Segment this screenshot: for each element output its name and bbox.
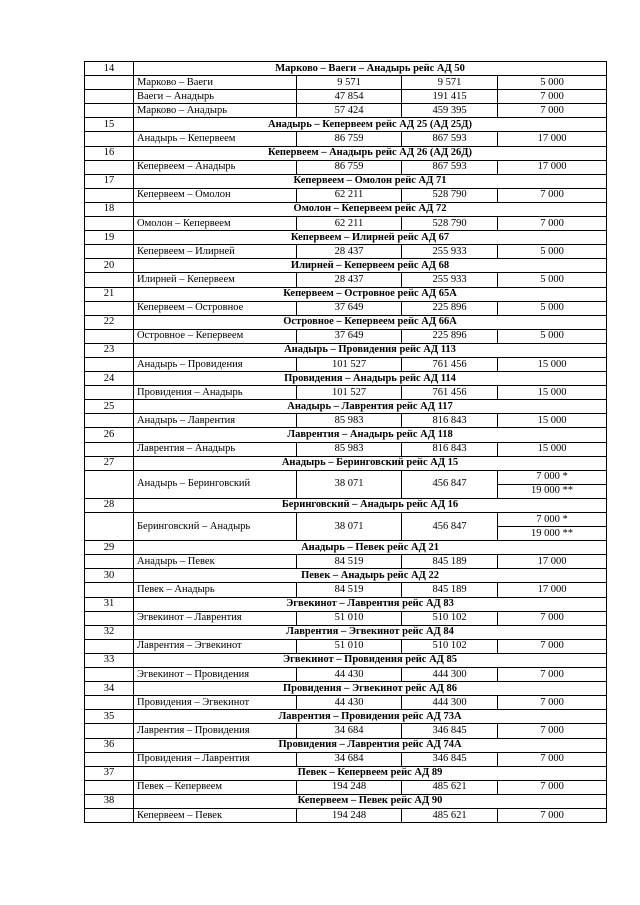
leg-name: Кепервеем – Илирней bbox=[134, 245, 297, 259]
leg-value-a: 101 527 bbox=[297, 386, 402, 400]
route-title: Кепервеем – Островное рейс АД 65А bbox=[134, 287, 607, 301]
leg-name: Анадырь – Кепервеем bbox=[134, 132, 297, 146]
leg-fare: 7 000 bbox=[498, 752, 607, 766]
leg-value-a: 38 071 bbox=[297, 470, 402, 498]
route-header-row bbox=[85, 62, 607, 76]
route-title: Лаврентия – Анадырь рейс АД 118 bbox=[134, 428, 607, 442]
leg-value-b: 444 300 bbox=[402, 696, 498, 710]
route-number: 17 bbox=[85, 174, 134, 188]
leg-number-cell bbox=[85, 752, 134, 766]
leg-number-cell bbox=[85, 513, 134, 541]
leg-value-b: 761 456 bbox=[402, 386, 498, 400]
leg-number-cell bbox=[85, 780, 134, 794]
leg-fare: 17 000 bbox=[498, 132, 607, 146]
leg-fare: 7 000 bbox=[498, 724, 607, 738]
route-title: Анадырь – Провидения рейс АД 113 bbox=[134, 343, 607, 357]
leg-value-a: 51 010 bbox=[297, 639, 402, 653]
leg-number-cell bbox=[85, 90, 134, 104]
leg-name: Провидения – Эгвекинот bbox=[134, 696, 297, 710]
leg-name: Певек – Анадырь bbox=[134, 583, 297, 597]
route-header-row bbox=[85, 202, 607, 216]
route-header-row bbox=[85, 372, 607, 386]
leg-fare: 5 000 bbox=[498, 245, 607, 259]
route-title: Анадырь – Певек рейс АД 21 bbox=[134, 541, 607, 555]
leg-fare: 7 000 bbox=[498, 780, 607, 794]
route-number: 33 bbox=[85, 653, 134, 667]
leg-name: Анадырь – Певек bbox=[134, 555, 297, 569]
leg-number-cell bbox=[85, 583, 134, 597]
leg-number-cell bbox=[85, 724, 134, 738]
leg-name: Марково – Ваеги bbox=[134, 76, 297, 90]
leg-number-cell bbox=[85, 555, 134, 569]
leg-value-b: 816 843 bbox=[402, 414, 498, 428]
leg-row bbox=[85, 245, 607, 259]
leg-fare: 17 000 bbox=[498, 555, 607, 569]
route-number: 18 bbox=[85, 202, 134, 216]
leg-number-cell bbox=[85, 301, 134, 315]
leg-fare: 17 000 bbox=[498, 160, 607, 174]
leg-value-b: 816 843 bbox=[402, 442, 498, 456]
route-header-row bbox=[85, 231, 607, 245]
leg-row bbox=[85, 273, 607, 287]
leg-name: Ваеги – Анадырь bbox=[134, 90, 297, 104]
leg-row bbox=[85, 513, 607, 527]
route-number: 32 bbox=[85, 625, 134, 639]
route-number: 15 bbox=[85, 118, 134, 132]
leg-name: Эгвекинот – Лаврентия bbox=[134, 611, 297, 625]
route-number: 23 bbox=[85, 343, 134, 357]
route-title: Лаврентия – Провидения рейс АД 73А bbox=[134, 710, 607, 724]
leg-fare: 7 000 * bbox=[498, 470, 607, 484]
leg-row bbox=[85, 668, 607, 682]
leg-number-cell bbox=[85, 442, 134, 456]
leg-row bbox=[85, 76, 607, 90]
route-header-row bbox=[85, 174, 607, 188]
leg-name: Омолон – Кепервеем bbox=[134, 217, 297, 231]
leg-value-a: 194 248 bbox=[297, 780, 402, 794]
leg-value-a: 62 211 bbox=[297, 217, 402, 231]
leg-value-a: 62 211 bbox=[297, 188, 402, 202]
route-number: 20 bbox=[85, 259, 134, 273]
leg-row bbox=[85, 90, 607, 104]
leg-value-b: 510 102 bbox=[402, 639, 498, 653]
route-header-row bbox=[85, 343, 607, 357]
leg-value-a: 9 571 bbox=[297, 76, 402, 90]
route-title: Певек – Анадырь рейс АД 22 bbox=[134, 569, 607, 583]
leg-name: Кепервеем – Островное bbox=[134, 301, 297, 315]
leg-value-b: 255 933 bbox=[402, 245, 498, 259]
leg-value-a: 47 854 bbox=[297, 90, 402, 104]
leg-name: Кепервеем – Певек bbox=[134, 808, 297, 822]
route-header-row bbox=[85, 400, 607, 414]
leg-number-cell bbox=[85, 188, 134, 202]
leg-fare: 5 000 bbox=[498, 301, 607, 315]
leg-number-cell bbox=[85, 808, 134, 822]
leg-number-cell bbox=[85, 386, 134, 400]
leg-fare: 7 000 bbox=[498, 668, 607, 682]
route-header-row bbox=[85, 287, 607, 301]
leg-value-b: 9 571 bbox=[402, 76, 498, 90]
leg-row bbox=[85, 442, 607, 456]
leg-value-b: 255 933 bbox=[402, 273, 498, 287]
leg-value-a: 37 649 bbox=[297, 301, 402, 315]
leg-number-cell bbox=[85, 329, 134, 343]
route-header-row bbox=[85, 315, 607, 329]
leg-number-cell bbox=[85, 76, 134, 90]
route-number: 29 bbox=[85, 541, 134, 555]
route-title: Марково – Ваеги – Анадырь рейс АД 50 bbox=[134, 62, 607, 76]
leg-value-b: 485 621 bbox=[402, 780, 498, 794]
route-title: Кепервеем – Илирней рейс АД 67 bbox=[134, 231, 607, 245]
route-number: 14 bbox=[85, 62, 134, 76]
route-title: Анадырь – Лаврентия рейс АД 117 bbox=[134, 400, 607, 414]
route-title: Провидения – Анадырь рейс АД 114 bbox=[134, 372, 607, 386]
route-header-row bbox=[85, 118, 607, 132]
leg-value-b: 867 593 bbox=[402, 160, 498, 174]
route-number: 16 bbox=[85, 146, 134, 160]
leg-value-b: 346 845 bbox=[402, 724, 498, 738]
leg-number-cell bbox=[85, 668, 134, 682]
leg-number-cell bbox=[85, 217, 134, 231]
route-title: Анадырь – Беринговский рейс АД 15 bbox=[134, 456, 607, 470]
leg-name: Анадырь – Беринговский bbox=[134, 470, 297, 498]
leg-row bbox=[85, 386, 607, 400]
route-header-row bbox=[85, 146, 607, 160]
leg-fare: 15 000 bbox=[498, 386, 607, 400]
leg-name: Марково – Анадырь bbox=[134, 104, 297, 118]
leg-row bbox=[85, 780, 607, 794]
leg-row bbox=[85, 217, 607, 231]
leg-value-b: 845 189 bbox=[402, 583, 498, 597]
route-header-row bbox=[85, 456, 607, 470]
route-header-row bbox=[85, 738, 607, 752]
leg-fare: 7 000 bbox=[498, 611, 607, 625]
leg-fare: 19 000 ** bbox=[498, 484, 607, 498]
leg-value-b: 456 847 bbox=[402, 513, 498, 541]
leg-value-b: 444 300 bbox=[402, 668, 498, 682]
leg-row bbox=[85, 357, 607, 371]
leg-name: Беринговский – Анадырь bbox=[134, 513, 297, 541]
leg-row bbox=[85, 104, 607, 118]
leg-value-a: 84 519 bbox=[297, 583, 402, 597]
leg-name: Кепервеем – Омолон bbox=[134, 188, 297, 202]
route-number: 30 bbox=[85, 569, 134, 583]
route-title: Беринговский – Анадырь рейс АД 16 bbox=[134, 498, 607, 512]
route-header-row bbox=[85, 428, 607, 442]
leg-value-a: 38 071 bbox=[297, 513, 402, 541]
route-number: 28 bbox=[85, 498, 134, 512]
leg-fare: 17 000 bbox=[498, 583, 607, 597]
leg-value-b: 867 593 bbox=[402, 132, 498, 146]
leg-value-b: 346 845 bbox=[402, 752, 498, 766]
leg-fare: 7 000 bbox=[498, 808, 607, 822]
leg-value-b: 528 790 bbox=[402, 188, 498, 202]
leg-fare: 7 000 bbox=[498, 696, 607, 710]
leg-number-cell bbox=[85, 696, 134, 710]
leg-name: Островное – Кепервеем bbox=[134, 329, 297, 343]
route-number: 25 bbox=[85, 400, 134, 414]
route-title: Провидения – Эгвекинот рейс АД 86 bbox=[134, 682, 607, 696]
leg-number-cell bbox=[85, 470, 134, 498]
leg-value-a: 85 983 bbox=[297, 414, 402, 428]
route-number: 26 bbox=[85, 428, 134, 442]
leg-name: Провидения – Анадырь bbox=[134, 386, 297, 400]
leg-name: Эгвекинот – Провидения bbox=[134, 668, 297, 682]
route-header-row bbox=[85, 541, 607, 555]
leg-value-b: 761 456 bbox=[402, 357, 498, 371]
leg-row bbox=[85, 470, 607, 484]
leg-fare: 7 000 * bbox=[498, 513, 607, 527]
leg-value-b: 225 896 bbox=[402, 301, 498, 315]
route-header-row bbox=[85, 710, 607, 724]
leg-name: Певек – Кепервеем bbox=[134, 780, 297, 794]
leg-value-a: 37 649 bbox=[297, 329, 402, 343]
route-header-row bbox=[85, 498, 607, 512]
leg-number-cell bbox=[85, 132, 134, 146]
leg-name: Анадырь – Провидения bbox=[134, 357, 297, 371]
leg-number-cell bbox=[85, 357, 134, 371]
leg-fare: 7 000 bbox=[498, 90, 607, 104]
leg-value-a: 34 684 bbox=[297, 752, 402, 766]
leg-value-b: 845 189 bbox=[402, 555, 498, 569]
leg-row bbox=[85, 583, 607, 597]
leg-name: Кепервеем – Анадырь bbox=[134, 160, 297, 174]
route-title: Островное – Кепервеем рейс АД 66А bbox=[134, 315, 607, 329]
leg-row bbox=[85, 301, 607, 315]
route-header-row bbox=[85, 794, 607, 808]
leg-fare: 7 000 bbox=[498, 217, 607, 231]
route-header-row bbox=[85, 653, 607, 667]
leg-row bbox=[85, 414, 607, 428]
routes-table bbox=[84, 61, 607, 823]
leg-number-cell bbox=[85, 611, 134, 625]
leg-row bbox=[85, 188, 607, 202]
leg-value-a: 44 430 bbox=[297, 696, 402, 710]
leg-fare: 7 000 bbox=[498, 188, 607, 202]
leg-name: Илирней – Кепервеем bbox=[134, 273, 297, 287]
leg-value-b: 485 621 bbox=[402, 808, 498, 822]
leg-number-cell bbox=[85, 160, 134, 174]
route-title: Лаврентия – Эгвекинот рейс АД 84 bbox=[134, 625, 607, 639]
route-number: 34 bbox=[85, 682, 134, 696]
leg-value-a: 44 430 bbox=[297, 668, 402, 682]
route-header-row bbox=[85, 766, 607, 780]
leg-value-a: 57 424 bbox=[297, 104, 402, 118]
leg-row bbox=[85, 639, 607, 653]
leg-value-a: 28 437 bbox=[297, 245, 402, 259]
leg-fare: 7 000 bbox=[498, 104, 607, 118]
leg-value-a: 84 519 bbox=[297, 555, 402, 569]
route-number: 35 bbox=[85, 710, 134, 724]
leg-number-cell bbox=[85, 414, 134, 428]
leg-row bbox=[85, 808, 607, 822]
leg-name: Лаврентия – Анадырь bbox=[134, 442, 297, 456]
leg-row bbox=[85, 555, 607, 569]
leg-fare: 15 000 bbox=[498, 442, 607, 456]
route-header-row bbox=[85, 259, 607, 273]
route-title: Омолон – Кепервеем рейс АД 72 bbox=[134, 202, 607, 216]
leg-number-cell bbox=[85, 639, 134, 653]
route-title: Певек – Кепервеем рейс АД 89 bbox=[134, 766, 607, 780]
leg-value-b: 225 896 bbox=[402, 329, 498, 343]
leg-fare: 5 000 bbox=[498, 76, 607, 90]
route-number: 38 bbox=[85, 794, 134, 808]
leg-value-a: 51 010 bbox=[297, 611, 402, 625]
route-number: 21 bbox=[85, 287, 134, 301]
leg-number-cell bbox=[85, 104, 134, 118]
route-number: 24 bbox=[85, 372, 134, 386]
leg-row bbox=[85, 329, 607, 343]
leg-number-cell bbox=[85, 245, 134, 259]
route-number: 31 bbox=[85, 597, 134, 611]
route-header-row bbox=[85, 682, 607, 696]
leg-fare: 7 000 bbox=[498, 639, 607, 653]
leg-row bbox=[85, 611, 607, 625]
leg-fare: 15 000 bbox=[498, 414, 607, 428]
route-number: 19 bbox=[85, 231, 134, 245]
route-title: Эгвекинот – Лаврентия рейс АД 83 bbox=[134, 597, 607, 611]
route-title: Эгвекинот – Провидения рейс АД 85 bbox=[134, 653, 607, 667]
leg-value-a: 85 983 bbox=[297, 442, 402, 456]
route-header-row bbox=[85, 625, 607, 639]
route-title: Провидения – Лаврентия рейс АД 74А bbox=[134, 738, 607, 752]
route-title: Анадырь – Кепервеем рейс АД 25 (АД 25Д) bbox=[134, 118, 607, 132]
leg-value-a: 28 437 bbox=[297, 273, 402, 287]
route-number: 22 bbox=[85, 315, 134, 329]
leg-fare: 19 000 ** bbox=[498, 527, 607, 541]
route-number: 37 bbox=[85, 766, 134, 780]
leg-value-b: 510 102 bbox=[402, 611, 498, 625]
routes-table-body bbox=[85, 62, 607, 823]
leg-row bbox=[85, 696, 607, 710]
leg-value-b: 456 847 bbox=[402, 470, 498, 498]
route-number: 36 bbox=[85, 738, 134, 752]
leg-name: Лаврентия – Провидения bbox=[134, 724, 297, 738]
leg-fare: 5 000 bbox=[498, 273, 607, 287]
leg-value-a: 101 527 bbox=[297, 357, 402, 371]
leg-name: Анадырь – Лаврентия bbox=[134, 414, 297, 428]
route-title: Кепервеем – Певек рейс АД 90 bbox=[134, 794, 607, 808]
leg-row bbox=[85, 160, 607, 174]
leg-value-b: 459 395 bbox=[402, 104, 498, 118]
route-number: 27 bbox=[85, 456, 134, 470]
leg-value-b: 191 415 bbox=[402, 90, 498, 104]
leg-row bbox=[85, 132, 607, 146]
leg-value-a: 34 684 bbox=[297, 724, 402, 738]
leg-row bbox=[85, 724, 607, 738]
route-title: Кепервеем – Анадырь рейс АД 26 (АД 26Д) bbox=[134, 146, 607, 160]
route-header-row bbox=[85, 597, 607, 611]
leg-value-a: 86 759 bbox=[297, 132, 402, 146]
leg-fare: 5 000 bbox=[498, 329, 607, 343]
leg-value-a: 194 248 bbox=[297, 808, 402, 822]
leg-number-cell bbox=[85, 273, 134, 287]
leg-value-b: 528 790 bbox=[402, 217, 498, 231]
leg-fare: 15 000 bbox=[498, 357, 607, 371]
leg-name: Провидения – Лаврентия bbox=[134, 752, 297, 766]
route-title: Илирней – Кепервеем рейс АД 68 bbox=[134, 259, 607, 273]
leg-name: Лаврентия – Эгвекинот bbox=[134, 639, 297, 653]
route-header-row bbox=[85, 569, 607, 583]
leg-value-a: 86 759 bbox=[297, 160, 402, 174]
route-title: Кепервеем – Омолон рейс АД 71 bbox=[134, 174, 607, 188]
leg-row bbox=[85, 752, 607, 766]
